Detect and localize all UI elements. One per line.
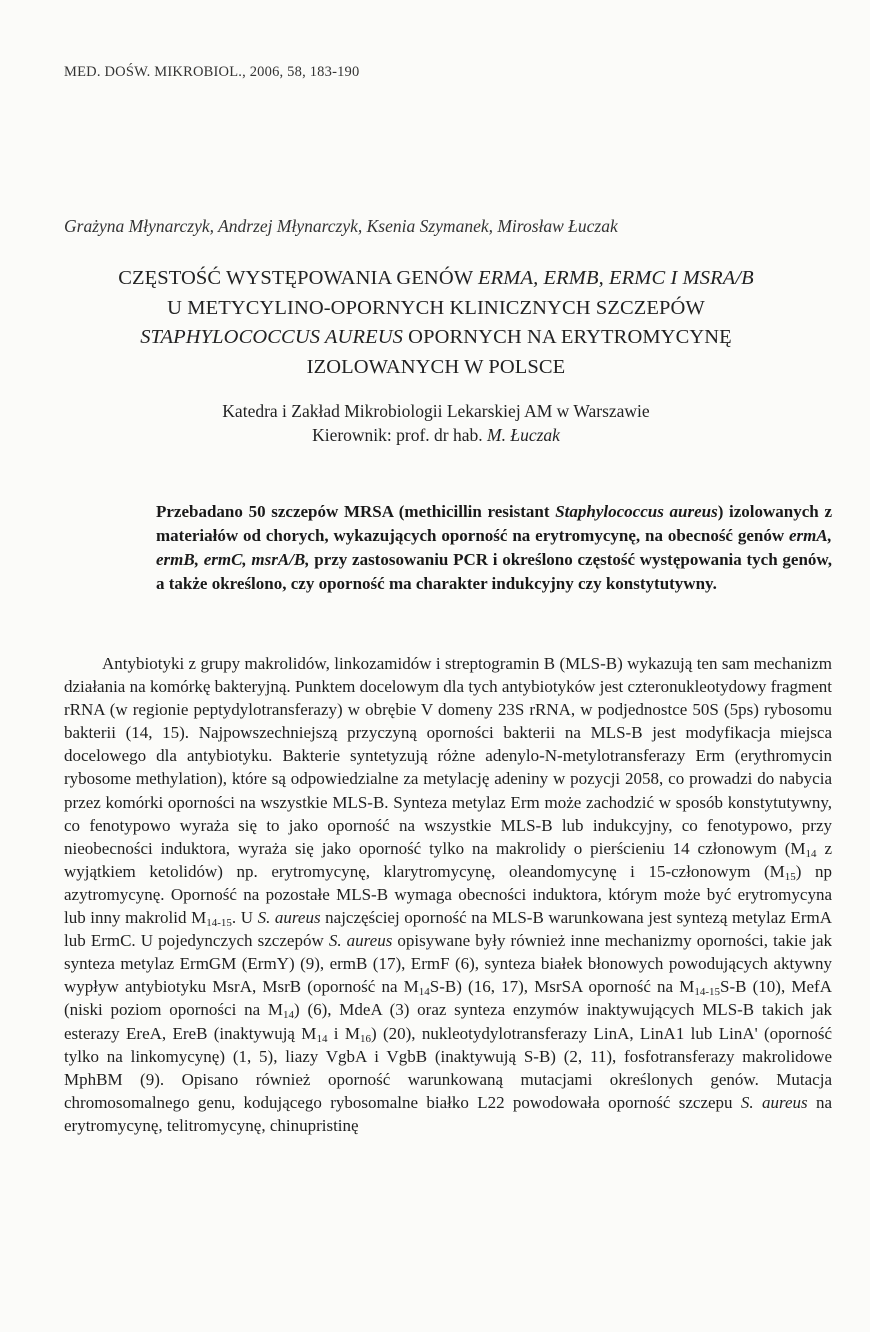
author-list: Grażyna Młynarczyk, Andrzej Młynarczyk, Ksenia Szymanek, Mirosław Łuczak (64, 216, 618, 236)
affiliation-head: Kierownik: prof. dr hab. M. Łuczak (312, 425, 560, 445)
title-gene-names: ERMA, ERMB, ERMC I MSRA/B (478, 267, 754, 289)
affiliation-department: Katedra i Zakład Mikrobiologii Lekarskiej AM w Warszawie (222, 401, 650, 421)
article-title (40, 264, 832, 382)
journal-citation: MED. DOŚW. MIKROBIOL., 2006, 58, 183-190 (64, 64, 360, 80)
title-species: STAPHYLOCOCCUS AUREUS (140, 326, 403, 348)
head-name: M. Łuczak (487, 425, 560, 445)
title-text: U METYCYLINO-OPORNYCH KLINICZNYCH SZCZEPÓW (167, 296, 705, 319)
abstract: Przebadano 50 szczepów MRSA (methicillin resistant Staphylococcus aureus) izolowanych z materiałów od chorych, wykazujących oporność na erytromycynę, na obecność genów ermA, ermB, ermC, msrA/B, przy zastosowaniu PCR i określono częstość występowania tych genów, a także określono, czy oporność ma charakter indukcyjny czy konstytutywny. (156, 502, 832, 593)
affiliation (40, 399, 832, 447)
title-text: OPORNYCH NA ERYTROMYCYNĘ (402, 326, 732, 348)
body-paragraph: Antybiotyki z grupy makrolidów, linkozamidów i streptogramin B (MLS-B) wykazują ten sam mechanizm działania na komórkę bakteryjną. Punktem docelowym dla tych antybiotyków jest czteronukleotydowy fragment rRNA (w regionie peptydylotransferazy) w obrębie V domeny 23S rRNA, w podjednostce 50S (5ps) rybosomu bakterii (14, 15). Najpowszechniejszą przyczyną oporności bakterii na MLS-B jest modyfikacja miejsca docelowego dla antybiotyku. Bakterie syntetyzują różne adenylo-N-metylotransferazy Erm (erythromycin rybosome methylation), które są odpowiedzialne za metylację adeniny w pozycji 2058, co prowadzi do nabycia przez komórki oporności na wszystkie MLS-B. Synteza metylaz Erm może zachodzić w sposób konstytutywny, co fenotypowo wyraża się to jako oporność na wszystkie MLS-B lub indukcyjny, co fenotypowo, przy nieobecności induktora, wyraża się jako oporność tylko na makrolidy o pierścieniu 14 członowym ($M_{14}$ z wyjątkiem ketolidów) np. erytromycynę, klarytromycynę, oleandomycynę i 15-członowym $(M_{15})$ np azytromycynę. Oporność na pozostałe MLS-B wymaga obecności induktora, którym może być erytromycyna lub inny makrolid $M_{14-15}$. U S. aureus najczęściej oporność na MLS-B warunkowana jest syntezą metylaz ErmA lub ErmC. U pojedynczych szczepów S. aureus opisywane były również inne mechanizmy oporności, takie jak synteza metylaz ErmGM (ErmY) (9), ermB (17), ErmF (6), synteza białek błonowych powodujących aktywny wypływ antybiotyku MsrA, MsrB (oporność na $M_{14}S-B$) (16, 17), MsrSA oporność na $M_{14-15}S-B$ (10), MefA (niski poziom oporności na $M_{14}$) (6), MdeA (3) oraz synteza enzymów inaktywujących MLS-B takich jak esterazy EreA, EreB (inaktywują $M_{14}$ i $M_{16}$) (20), nukleotydylotransferazy LinA, LinA1 lub LinA' (oporność tylko na linkomycynę) (1, 5), liazy VgbA i VgbB (inaktywują S-B) (2, 11), fosfotransferazy makrolidowe MphBM (9). Opisano również oporność warunkowaną mutacjami określonych genów. Mutacja chromosomalnego genu, kodującego rybosomalne białko L22 powodowała oporność szczepu S. aureus na erytromycynę, telitromycynę, chinupristinę (64, 654, 833, 1135)
title-text: IZOLOWANYCH W POLSCE (306, 355, 566, 378)
title-text: CZĘSTOŚĆ WYSTĘPOWANIA GENÓW (118, 267, 479, 289)
